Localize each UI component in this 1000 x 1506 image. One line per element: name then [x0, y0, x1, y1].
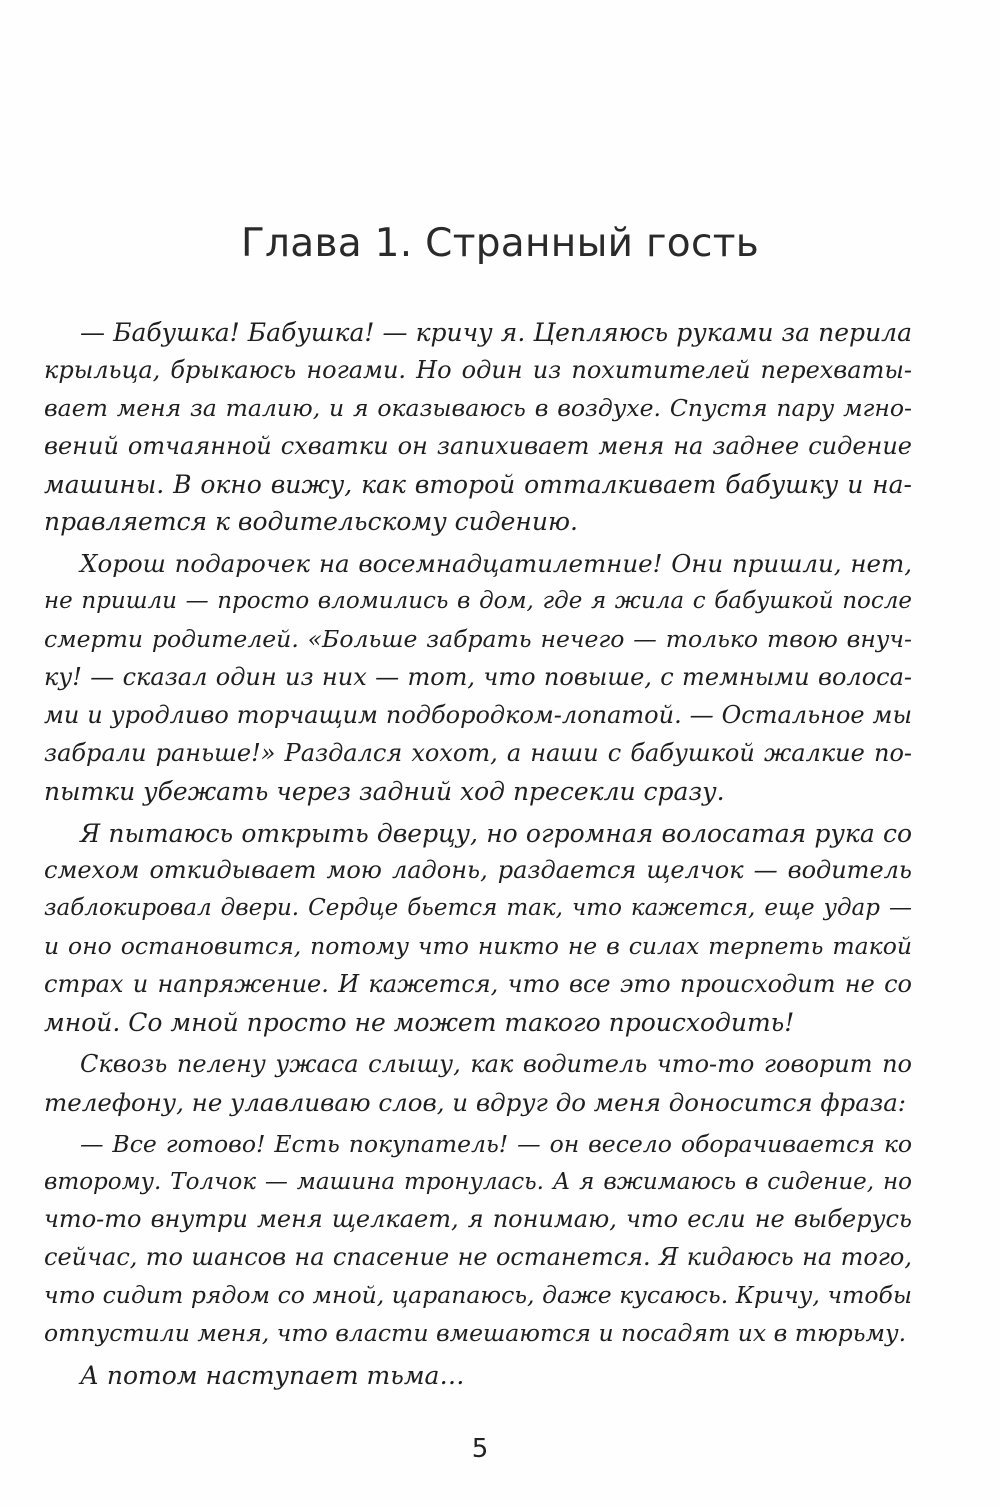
- text-line: забрали раньше!» Раздался хохот, а наши с бабушкой жалкие по-: [44, 738, 912, 767]
- text-line: вений отчаянной схватки он запихивает меня на заднее сидение: [44, 431, 912, 460]
- paragraph: [44, 545, 912, 810]
- text-line: А потом наступает тьма…: [80, 1361, 465, 1391]
- text-line: сейчас, то шансов на спасение не останется. Я кидаюсь на того,: [44, 1243, 912, 1272]
- chapter-title: Глава 1. Странный гость: [240, 221, 760, 266]
- text-line: пытки убежать через задний ход пресекли сразу.: [44, 776, 725, 806]
- text-line: крыльца, брыкаюсь ногами. Но один из похитителей перехваты-: [44, 355, 912, 384]
- text-line: смерти родителей. «Больше забрать нечего — только твою внуч-: [44, 625, 912, 654]
- text-line: телефону, не улавливаю слов, и вдруг до меня доносится фраза:: [44, 1087, 907, 1117]
- chapter-body: [44, 314, 912, 1395]
- text-line: не пришли — просто вломились в дом, где я жила с бабушкой после: [44, 588, 912, 615]
- paragraph: [44, 314, 912, 541]
- text-line: мной. Со мной просто не может такого происходить!: [44, 1008, 795, 1038]
- text-line: страх и напряжение. И кажется, что все это происходит не со: [44, 970, 912, 999]
- text-line: ми и уродливо торчащим подбородком-лопатой. — Остальное мы: [44, 700, 912, 729]
- text-line: что сидит рядом со мной, царапаюсь, даже кусаюсь. Кричу, чтобы: [44, 1281, 912, 1310]
- paragraph: [44, 1126, 912, 1353]
- text-line: машины. В окно вижу, как второй отталкивает бабушку и на-: [44, 469, 912, 499]
- text-line: смехом откидывает мою ладонь, раздается щелчок — водитель: [44, 856, 912, 885]
- text-line: — Бабушка! Бабушка! — кричу я. Цепляюсь руками за перила: [80, 318, 912, 347]
- text-line: и оно остановится, потому что никто не в силах терпеть такой: [44, 932, 912, 961]
- text-line: заблокировал двери. Сердце бьется так, что кажется, еще удар —: [44, 895, 912, 922]
- text-line: — Все готово! Есть покупатель! — он весело оборачивается ко: [80, 1129, 912, 1158]
- text-line: правляется к водительскому сидению.: [44, 507, 578, 537]
- text-line: что-то внутри меня щелкает, я понимаю, что если не выберусь: [44, 1205, 912, 1234]
- text-line: ку! — сказал один из них — тот, что повыше, с темными волоса-: [44, 663, 912, 692]
- paragraph: [44, 1357, 912, 1395]
- paragraph: [44, 815, 912, 1042]
- text-line: отпустили меня, что власти вмешаются и посадят их в тюрьму.: [44, 1319, 907, 1348]
- text-line: второму. Толчок — машина тронулась. А я вжимаюсь в сидение, но: [44, 1168, 912, 1195]
- text-line: вает меня за талию, и я оказываюсь в воздухе. Спустя пару мгно-: [44, 393, 912, 422]
- text-line: Сквозь пелену ужаса слышу, как водитель что-то говорит по: [80, 1049, 912, 1078]
- text-line: Я пытаюсь открыть дверцу, но огромная волосатая рука со: [80, 818, 912, 848]
- page-number: 5: [471, 1434, 489, 1464]
- paragraph: [44, 1046, 912, 1122]
- text-line: Хорош подарочек на восемнадцатилетние! Они пришли, нет,: [80, 549, 912, 579]
